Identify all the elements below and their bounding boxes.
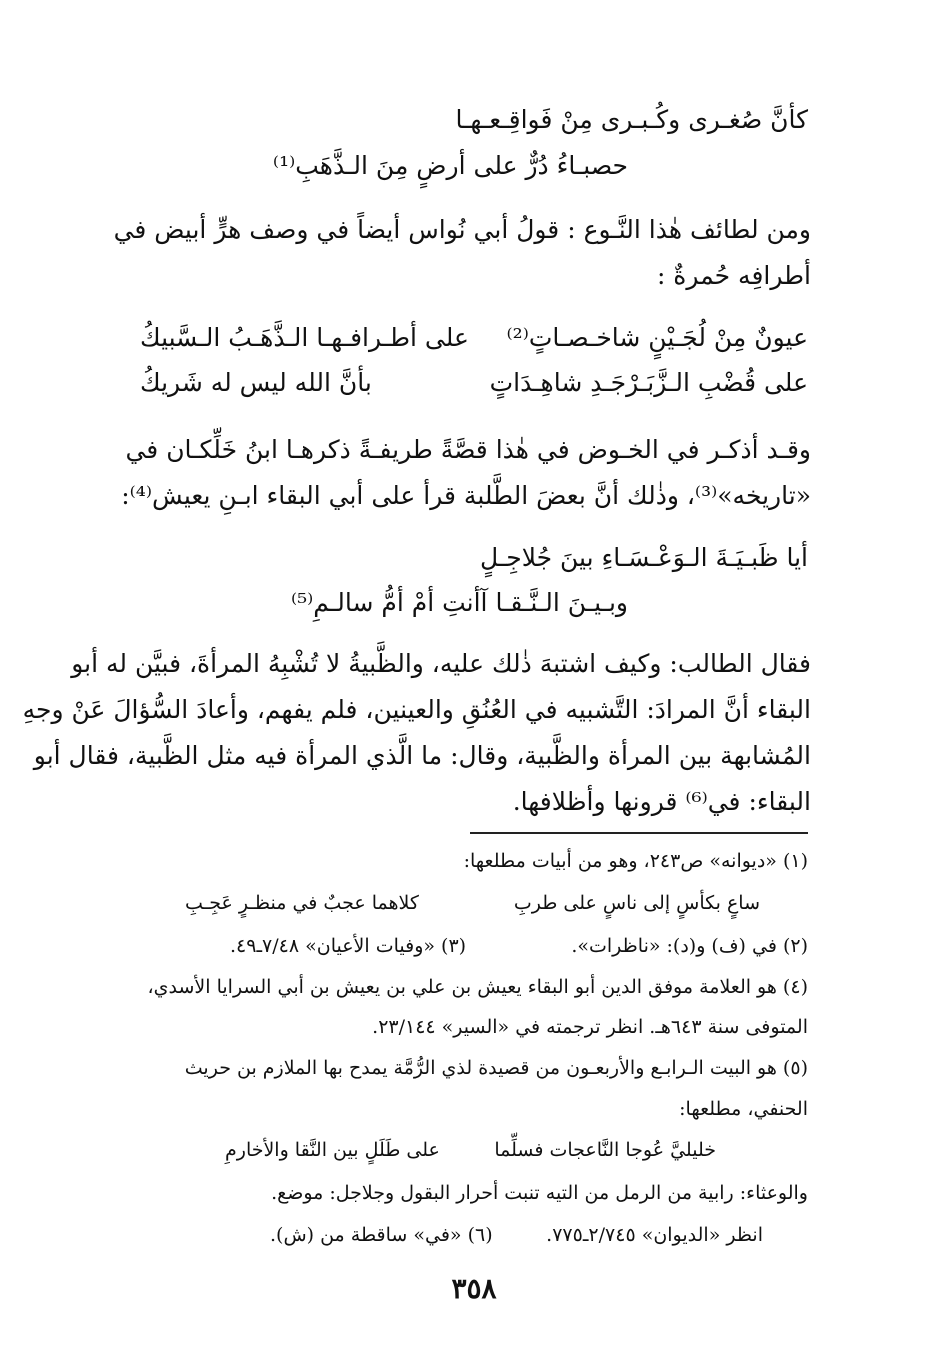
footnote-5-line4: انظر «الديوان» ٢/٧٤٥ـ٧٧٥. <box>546 1224 763 1246</box>
footnote-1-verse-right: ساعٍ بكأسٍ إلى ناسٍ على طربِ <box>513 892 760 914</box>
footnote-1-verse-left: كلاهما عجبٌ في منظـرٍ عَجِـبِ <box>185 892 419 914</box>
para3-line4: البقاء: في⁽⁶⁾ قرونها وأظلافها. <box>512 787 811 816</box>
footnote-2: (٢) في (ف) و(د): «ناظرات». <box>571 935 808 957</box>
footnote-4-line2: المتوفى سنة ٦٤٣هـ. انظر ترجمته في «السير» ٢٣/١٤٤. <box>372 1016 808 1038</box>
para2-line1: وقـد أذكـر في الخـوض في هٰذا قصَّةً طريفـةً ذكرهـا ابنُ خَلِّكـان في <box>125 435 811 464</box>
footnote-5-line2: الحنفي، مطلعها: <box>679 1098 808 1120</box>
footnote-3: (٣) «وفيات الأعيان» ٧/٤٨ـ٤٩. <box>230 935 467 957</box>
poem2-row2-right: على قُضْبِ الـزَّبَـرْجَـدِ شاهِـدَاتٍ <box>489 368 808 397</box>
page-number: ٣٥٨ <box>451 1272 497 1305</box>
footnote-separator <box>470 832 808 834</box>
footnote-1: (١) «ديوانه» ص٢٤٣، وهو من أبيات مطلعها: <box>463 850 808 872</box>
footnote-5-line3: والوعثاء: رابية من الرمل من التيه تنبت أحرار البقول وجلاجل: موضع. <box>271 1182 808 1204</box>
para3-line3: المُشابهة بين المرأة والظَّبية، وقال: ما الَّذي المرأة فيه مثل الظَّبية، فقال أبو <box>33 741 811 770</box>
para3-line1: فقال الطالب: وكيف اشتبهَ ذٰلك عليه، والظَّبيةُ لا تُشْبِهُ المرأةَ، فبيَّن له أبو <box>71 649 811 678</box>
para3-line2: البقاء أنَّ المرادَ: التَّشبيه في العُنُقِ والعينين، فلم يفهم، وأعادَ السُّؤالَ عَنْ وجهِ <box>22 695 811 724</box>
footnote-4-line1: (٤) هو العلامة موفق الدين أبو البقاء يعيش بن علي بن يعيش بن أبي السرايا الأسدي، <box>147 976 808 998</box>
poem2-row2-left: بأنَّ الله ليس له شَريكُ <box>140 368 372 397</box>
footnote-6: (٦) «في» ساقطة من (ش). <box>270 1224 493 1246</box>
poem2-row1-right: عيونٌ مِنْ لُجَـيْنٍ شاخـصـاتٍ⁽²⁾ <box>506 323 808 352</box>
para1-line2: أطرافِه حُمرةٌ : <box>656 261 811 290</box>
poem2-row1-left: على أطـرافـهـا الـذَّهَـبُ الـسَّبيكُ <box>140 323 469 352</box>
para1-line1: ومن لطائف هٰذا النَّـوع : قولُ أبي نُواس أيضاً في وصف هرٍّ أبيض في <box>113 215 811 244</box>
poem3-hemistich2: وبـيـنَ الـنَّـقـا آأنتِ أمْ أمُّ سالـمِ⁽⁵⁾ <box>290 588 628 617</box>
para2-line2: «تاريخه»⁽³⁾، وذٰلك أنَّ بعضَ الطَّلبة قرأ على أبي البقاء ابـنِ يعيش⁽⁴⁾: <box>121 481 811 510</box>
footnote-5-verse-left: على طَلَلٍ بين النَّقا والأخارمِ <box>225 1139 440 1161</box>
poem1-hemistich1: كأنَّ صُغـرى وكُـبـرى مِنْ فَواقِـعـهـا <box>455 105 808 134</box>
footnote-5-line1: (٥) هو البيت الـرابـع والأربعـون من قصيدة لذي الرُّمَّة يمدح بها الملازم بن حريث <box>184 1057 808 1079</box>
poem3-hemistich1: أيا ظَبـيَـةَ الـوَعْـسَـاءِ بينَ جُلاجِـلٍ <box>479 543 808 572</box>
footnote-5-verse-right: خليليَّ عُوجا النَّاعجات فسلِّما <box>494 1139 716 1161</box>
poem1-hemistich2: حصبـاءُ دُرٌّ على أرضٍ مِنَ الـذَّهَبِ⁽¹⁾ <box>272 151 628 180</box>
